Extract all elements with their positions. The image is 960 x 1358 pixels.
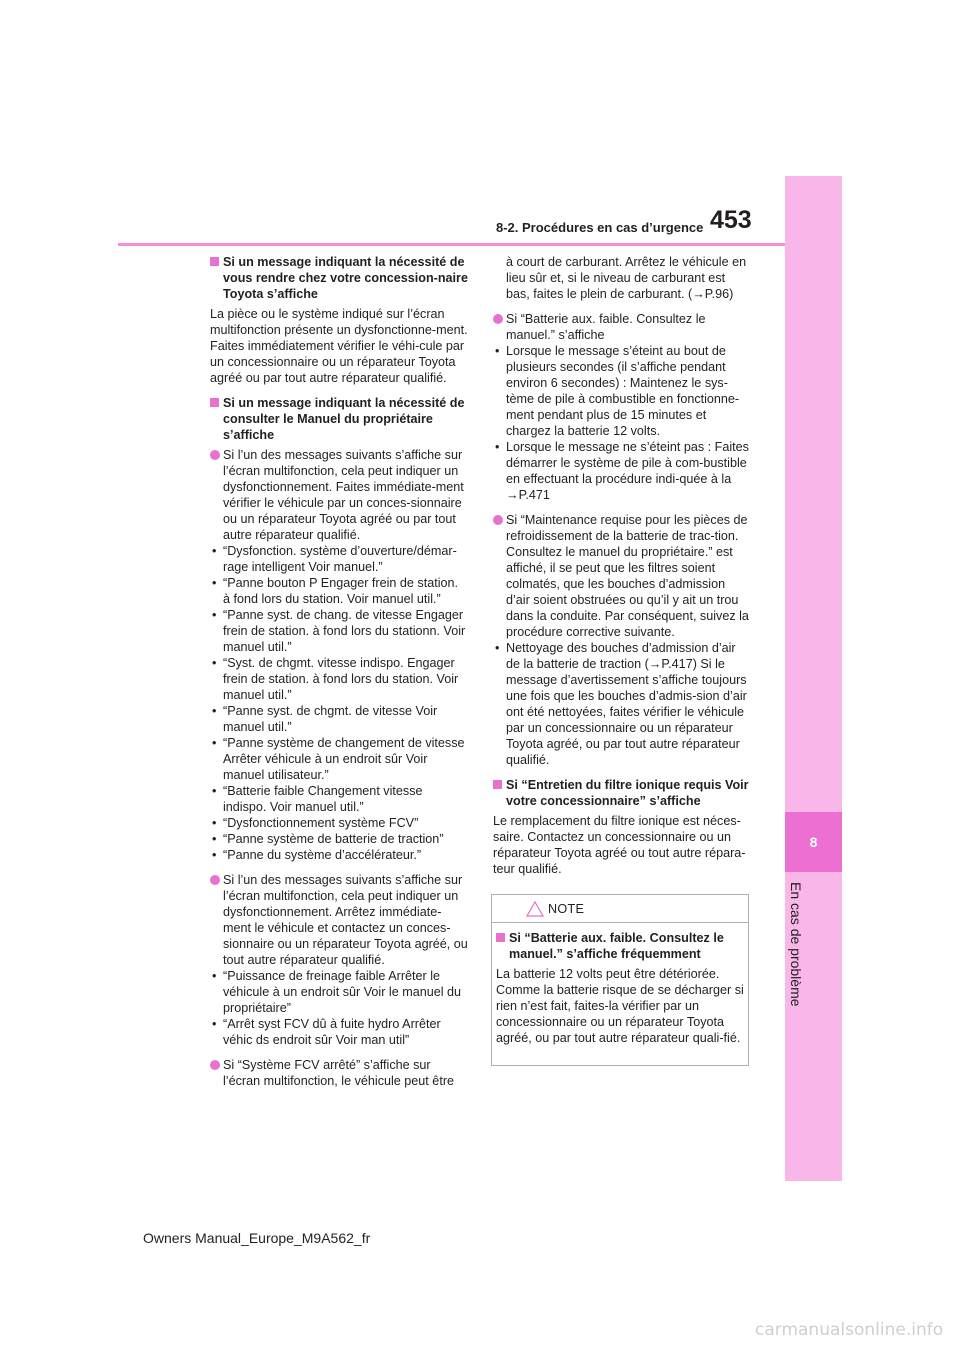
list-item: • “Syst. de chgmt. vitesse indispo. Engager frein de station. à fond lors du station. Voir manuel util.” [210,655,468,703]
dot-item: Si “Maintenance requise pour les pièces de refroidissement de la batterie de trac-tion. Consultez le manuel du propriétaire.” est affiché, il se peut que les filtres soient colmatés, que les bouches d’admission d’air soient obstruées ou qu’il y ait un trou dans la conduite. Par conséquent, suivez la procédure corrective suivante. [493,512,751,640]
message-list [493,640,751,768]
right-column [493,254,751,877]
list-item: • “Panne système de batterie de traction” [210,831,468,847]
list-item: • “Panne système de changement de vitesse Arrêter véhicule à un endroit sûr Voir manuel utilisateur.” [210,735,468,783]
circle-bullet-icon [210,450,220,460]
list-item: • “Panne du système d’accélérateur.” [210,847,468,863]
note-box [491,894,749,1066]
chapter-number: 8 [785,812,842,872]
left-column [210,254,468,1089]
circle-bullet-icon [493,314,503,324]
chapter-label: En cas de problème [788,882,804,1007]
square-bullet-icon [210,257,219,266]
header-rule [118,243,785,246]
message-list [210,543,468,863]
page-number: 453 [710,206,752,234]
dot-item: Si l’un des messages suivants s’affiche sur l’écran multifonction, cela peut indiquer un dysfonctionnement. Faites immédiate-ment vérifier le véhicule par un conces-sionnaire ou un réparateur Toyota agréé ou par tout autre réparateur qualifié. [210,447,468,543]
dot-item: Si l’un des messages suivants s’affiche sur l’écran multifonction, cela peut indiquer un dysfonctionnement. Arrêtez immédiate-ment le véhicule et contactez un conces-sionnaire ou un réparateur Toyota agréé, ou tout autre réparateur qualifié. [210,872,468,968]
list-item: • “Dysfonction. système d’ouverture/démar-rage intelligent Voir manuel.” [210,543,468,575]
message-list [210,968,468,1048]
warning-triangle-icon [526,901,544,917]
note-label: NOTE [548,902,585,916]
section-heading: Si “Entretien du filtre ionique requis Voir votre concessionnaire” s’affiche [493,777,751,809]
list-item: • Lorsque le message s’éteint au bout de plusieurs secondes (il s’affiche pendant environ 6 secondes) : Maintenez le sys-tème de pile à combustible en fonctionne-ment pendant plus de 15 minutes et chargez la batterie 12 volts. [493,343,751,439]
list-item: • “Panne syst. de chgmt. de vitesse Voir manuel util.” [210,703,468,735]
paragraph-continued: à court de carburant. Arrêtez le véhicule en lieu sûr et, si le niveau de carburant est bas, faites le plein de carburant. (→P.96) [506,255,747,301]
note-header [492,895,748,923]
list-item: • “Arrêt syst FCV dû à fuite hydro Arrêter véhic ds endroit sûr Voir man util” [210,1016,468,1048]
list-item: • Nettoyage des bouches d’admission d’air de la batterie de traction (→P.417) Si le message d’avertissement s’affiche toujours une fois que les bouches d’admis-sion d’air ont été nettoyées, faites vérifier le véhicule par un concessionnaire ou un réparateur Toyota agréé, ou par tout autre réparateur qualifié. [493,640,751,768]
dot-item: Si “Système FCV arrêté” s’affiche sur l’écran multifonction, le véhicule peut être [210,1057,468,1089]
list-item: • “Dysfonctionnement système FCV” [210,815,468,831]
note-heading: Si “Batterie aux. faible. Consultez le manuel.” s’affiche fréquemment [496,930,744,962]
paragraph: La pièce ou le système indiqué sur l’écran multifonction présente un dysfonctionne-ment. Faites immédiatement vérifier le véhi-cule par un concessionnaire ou un réparateur Toyota agréé ou par tout autre réparateur qualifié. [210,307,468,385]
square-bullet-icon [496,933,505,942]
section-heading: Si un message indiquant la nécessité de consulter le Manuel du propriétaire s’affiche [210,395,468,443]
circle-bullet-icon [210,875,220,885]
message-list [493,343,751,503]
dot-item: Si “Batterie aux. faible. Consultez le manuel.” s’affiche [493,311,751,343]
list-item: • Lorsque le message ne s’éteint pas : Faites démarrer le système de pile à com-bustible en effectuant la procédure indi-quée à la →P.471 [493,439,751,503]
note-body [492,923,748,1046]
list-item: • “Puissance de freinage faible Arrêter le véhicule à un endroit sûr Voir le manuel du propriétaire” [210,968,468,1016]
list-item: • “Batterie faible Changement vitesse indispo. Voir manuel util.” [210,783,468,815]
section-heading: Si un message indiquant la nécessité de vous rendre chez votre concession-naire Toyota s’affiche [210,254,468,302]
footer-doc-name: Owners Manual_Europe_M9A562_fr [143,1230,371,1246]
note-text: La batterie 12 volts peut être détériorée. Comme la batterie risque de se décharger si rien n’est fait, faites-la vérifier par un concessionnaire ou un réparateur Toyota agréé, ou par tout autre réparateur quali-fié. [496,967,744,1045]
watermark: carmanualsonline.info [755,1320,944,1340]
list-item: • “Panne bouton P Engager frein de station. à fond lors du station. Voir manuel util.” [210,575,468,607]
circle-bullet-icon [210,1060,220,1070]
paragraph: Le remplacement du filtre ionique est néces-saire. Contactez un concessionnaire ou un réparateur Toyota agréé ou tout autre répara-teur qualifié. [493,814,746,876]
circle-bullet-icon [493,515,503,525]
square-bullet-icon [493,780,502,789]
square-bullet-icon [210,398,219,407]
section-title: 8-2. Procédures en cas d’urgence [496,220,704,235]
list-item: • “Panne syst. de chang. de vitesse Engager frein de station. à fond lors du stationn. Voir manuel util.” [210,607,468,655]
